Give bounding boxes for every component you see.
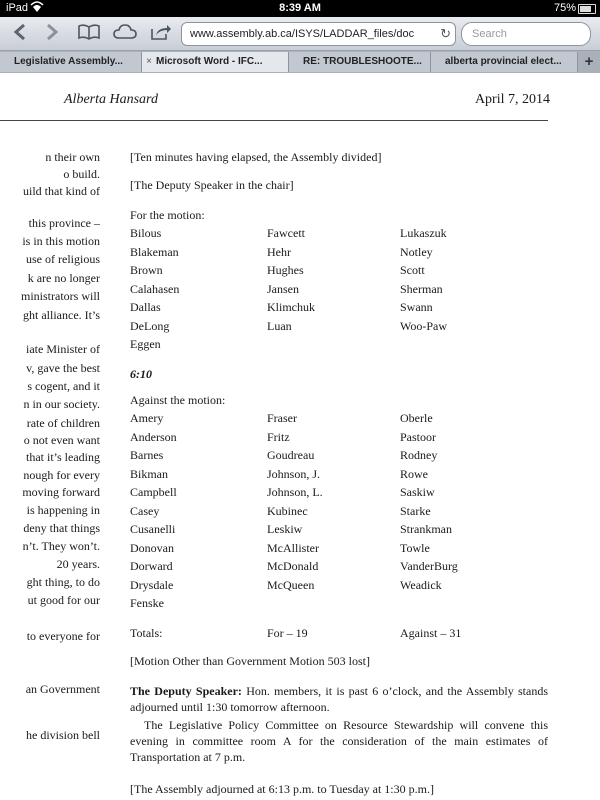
against-motion-member-name: McQueen bbox=[267, 577, 315, 592]
left-column-line: ght alliance. It’s bbox=[23, 308, 100, 322]
for-motion-member-name: Fawcett bbox=[267, 226, 305, 240]
against-motion-column bbox=[400, 411, 458, 596]
tab-close-icon[interactable]: × bbox=[146, 56, 152, 67]
document-header-date: April 7, 2014 bbox=[474, 92, 550, 107]
battery-percent: 75% bbox=[553, 2, 576, 14]
left-column-line: is happening in bbox=[26, 503, 100, 517]
against-motion-member-name: Donovan bbox=[130, 540, 174, 555]
document-header-title: Alberta Hansard bbox=[64, 92, 158, 107]
for-motion-member-name: Brown bbox=[130, 263, 163, 277]
header-divider bbox=[0, 120, 548, 121]
for-motion-member-name: Klimchuk bbox=[267, 300, 315, 314]
totals-for: For – 19 bbox=[267, 626, 308, 640]
back-icon[interactable] bbox=[12, 23, 28, 46]
left-column-line: this province – bbox=[28, 216, 100, 230]
for-motion-label: For the motion: bbox=[130, 208, 205, 222]
tab-bar bbox=[0, 51, 600, 73]
against-motion-member-name: Leskiw bbox=[267, 522, 303, 536]
tab-legislative-assembly[interactable] bbox=[0, 52, 142, 72]
against-motion-member-name: McDonald bbox=[267, 559, 319, 573]
against-motion-member-name: Goudreau bbox=[267, 448, 315, 462]
against-motion-member-name: Drysdale bbox=[130, 577, 174, 592]
against-motion-column bbox=[130, 411, 177, 615]
left-column-line: k are no longer bbox=[27, 271, 100, 285]
bookmarks-icon[interactable] bbox=[78, 23, 100, 46]
against-motion-member-name: Strankman bbox=[400, 522, 452, 536]
left-column-line: to everyone for bbox=[26, 629, 100, 643]
totals-row bbox=[130, 626, 530, 644]
for-motion-member-name: Hughes bbox=[267, 263, 304, 277]
left-column-line: an Government bbox=[25, 682, 100, 696]
left-column-line: v, gave the best bbox=[26, 361, 100, 375]
tab-alberta-election[interactable] bbox=[431, 52, 578, 72]
cloud-icon[interactable] bbox=[113, 23, 137, 46]
against-motion-member-name: Rodney bbox=[400, 448, 438, 462]
left-column-line: ministrators will bbox=[21, 289, 100, 303]
left-column-line: s cogent, and it bbox=[27, 379, 100, 393]
browser-toolbar bbox=[0, 17, 600, 51]
against-motion-member-name: Rowe bbox=[400, 466, 428, 481]
for-motion-column bbox=[400, 226, 447, 337]
left-column-line: moving forward bbox=[22, 485, 100, 499]
against-motion-member-name: Dorward bbox=[130, 559, 173, 573]
battery-icon bbox=[578, 4, 596, 14]
totals-against: Against – 31 bbox=[400, 626, 462, 640]
against-motion-member-name: VanderBurg bbox=[400, 559, 458, 573]
speaker-name: The Deputy Speaker: bbox=[130, 684, 242, 698]
against-motion-member-name: Pastoor bbox=[400, 429, 436, 444]
device-name: iPad bbox=[6, 2, 29, 14]
share-icon[interactable] bbox=[150, 23, 172, 46]
for-motion-member-name: Jansen bbox=[267, 281, 299, 296]
left-column-line: 20 years. bbox=[56, 557, 100, 571]
against-motion-label: Against the motion: bbox=[130, 393, 226, 407]
left-column-line: ut good for our bbox=[27, 593, 100, 607]
for-motion-column bbox=[130, 226, 179, 356]
for-motion-member-name: Scott bbox=[400, 263, 425, 277]
left-column-line: he division bell bbox=[26, 728, 100, 742]
for-motion-member-name: Swann bbox=[400, 300, 433, 314]
left-column-line: o build. bbox=[63, 167, 100, 181]
left-column-line: is in this motion bbox=[22, 234, 100, 248]
against-motion-member-name: Johnson, L. bbox=[267, 485, 323, 499]
for-motion-member-name: Bilous bbox=[130, 226, 162, 240]
for-motion-member-name: Dallas bbox=[130, 300, 161, 314]
for-motion-member-name: Eggen bbox=[130, 337, 161, 351]
committee-paragraph: The Legislative Policy Committee on Resource Stewardship will convene this evening in committee room A for the consideration of the main estimates of Transportation at 7 p.m. bbox=[130, 718, 548, 764]
against-motion-member-name: Bikman bbox=[130, 466, 168, 481]
against-motion-member-name: Fraser bbox=[267, 411, 297, 425]
against-motion-member-name: Barnes bbox=[130, 448, 164, 462]
against-motion-member-name: Fritz bbox=[267, 429, 290, 444]
motion-result: [Motion Other than Government Motion 503 lost] bbox=[130, 654, 370, 668]
against-motion-member-name: Oberle bbox=[400, 411, 433, 425]
chair-note: [The Deputy Speaker in the chair] bbox=[130, 178, 294, 192]
against-motion-member-name: Weadick bbox=[400, 577, 442, 592]
deputy-speaker-paragraph bbox=[130, 683, 548, 715]
tab-label: alberta provincial elect... bbox=[445, 56, 562, 67]
against-motion-member-name: Campbell bbox=[130, 485, 177, 499]
totals-label: Totals: bbox=[130, 626, 163, 640]
left-column-line: nough for every bbox=[23, 468, 100, 482]
against-motion-member-name: Amery bbox=[130, 411, 164, 425]
left-column-line: use of religious bbox=[26, 252, 100, 266]
tab-label: Microsoft Word - IFC... bbox=[156, 56, 263, 67]
left-column-line: ght thing, to do bbox=[26, 575, 100, 589]
division-note: [Ten minutes having elapsed, the Assembly divided] bbox=[130, 150, 382, 164]
status-bar bbox=[0, 0, 600, 17]
against-motion-member-name: Fenske bbox=[130, 596, 164, 610]
against-motion-member-name: Saskiw bbox=[400, 485, 435, 499]
against-motion-member-name: Starke bbox=[400, 503, 431, 518]
against-motion-member-name: Casey bbox=[130, 503, 160, 518]
clock: 8:39 AM bbox=[279, 2, 321, 14]
against-motion-member-name: Johnson, J. bbox=[267, 466, 321, 481]
left-column-line: iate Minister of bbox=[26, 342, 100, 356]
address-bar[interactable] bbox=[181, 22, 456, 46]
search-input[interactable] bbox=[461, 22, 591, 46]
pdf-document bbox=[0, 74, 600, 800]
tab-troubleshooter[interactable] bbox=[289, 52, 431, 72]
left-column-line: that it’s leading bbox=[26, 450, 100, 464]
tab-label: Legislative Assembly... bbox=[14, 56, 123, 67]
left-column-line: n in our society. bbox=[23, 397, 100, 411]
left-column-line: o not even want bbox=[23, 433, 100, 447]
time-mark: 6:10 bbox=[130, 367, 152, 381]
forward-icon[interactable] bbox=[44, 23, 60, 46]
against-motion-member-name: Cusanelli bbox=[130, 522, 176, 536]
for-motion-member-name: Hehr bbox=[267, 244, 291, 259]
against-motion-member-name: Anderson bbox=[130, 429, 177, 444]
for-motion-member-name: Woo-Paw bbox=[400, 318, 448, 333]
left-column-line: n their own bbox=[45, 150, 100, 164]
for-motion-member-name: DeLong bbox=[130, 318, 170, 333]
against-motion-member-name: Kubinec bbox=[267, 503, 308, 518]
new-tab-button[interactable]: + bbox=[584, 53, 594, 70]
for-motion-member-name: Notley bbox=[400, 244, 433, 259]
url-text: www.assembly.ab.ca/ISYS/LADDAR_files/doc bbox=[190, 28, 415, 40]
for-motion-member-name: Calahasen bbox=[130, 281, 180, 296]
against-motion-column bbox=[267, 411, 323, 596]
for-motion-member-name: Luan bbox=[267, 318, 292, 333]
for-motion-column bbox=[267, 226, 315, 337]
tab-label: RE: TROUBLESHOOTE... bbox=[303, 56, 422, 67]
tab-microsoft-word[interactable] bbox=[142, 52, 289, 72]
adjournment-note: [The Assembly adjourned at 6:13 p.m. to Tuesday at 1:30 p.m.] bbox=[130, 782, 434, 796]
left-column-line: uild that kind of bbox=[23, 184, 100, 198]
speaker-text: Hon. members, it is past 6 o’clock, and the Assembly stands adjourned until 1:30 tomorrow afternoon. bbox=[130, 684, 548, 714]
left-column-line: deny that things bbox=[23, 521, 100, 535]
reload-icon[interactable]: ↻ bbox=[440, 26, 451, 41]
search-placeholder: Search bbox=[472, 28, 507, 40]
for-motion-member-name: Blakeman bbox=[130, 244, 179, 259]
left-column-line: rate of children bbox=[26, 416, 100, 430]
for-motion-member-name: Lukaszuk bbox=[400, 226, 447, 240]
left-column-line: n’t. They won’t. bbox=[22, 539, 100, 553]
against-motion-member-name: McAllister bbox=[267, 540, 319, 555]
for-motion-member-name: Sherman bbox=[400, 281, 443, 296]
against-motion-member-name: Towle bbox=[400, 540, 430, 555]
